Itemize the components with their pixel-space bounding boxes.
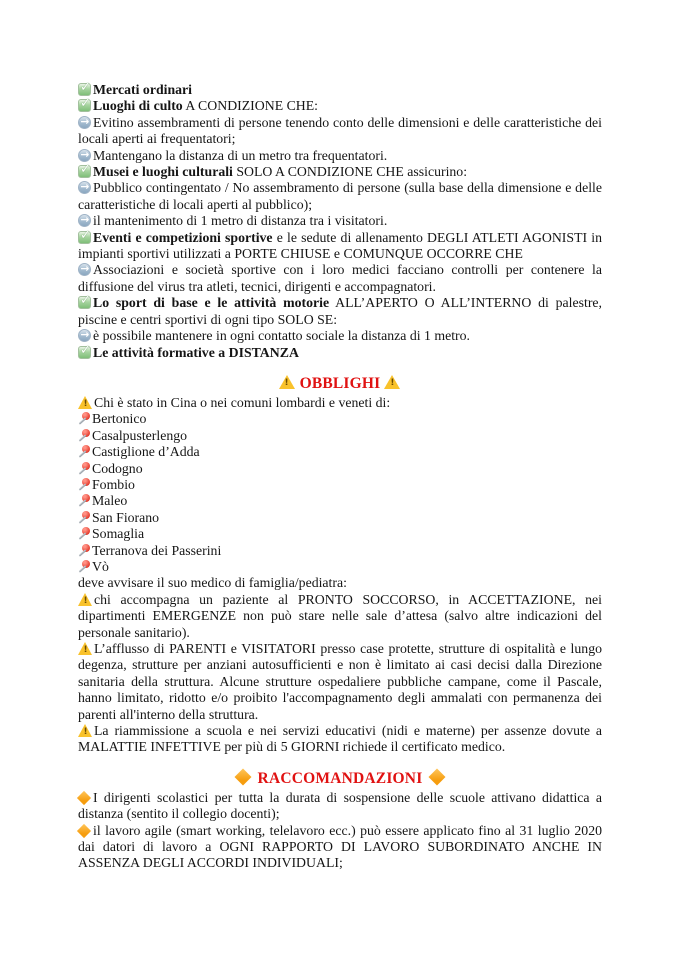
pin-icon <box>78 494 91 508</box>
item-text: I dirigenti scolastici per tutta la durata di sospensione delle scuole attivano didattica a distanza (sentito il collegio docenti); <box>78 789 602 822</box>
warning-icon <box>384 375 400 389</box>
item-bold-text: Eventi e competizioni sportive <box>93 229 273 245</box>
item-bold-text: Musei e luoghi culturali <box>93 164 233 180</box>
section-heading-obblighi <box>78 375 602 393</box>
check-icon <box>78 346 91 359</box>
arrow-icon <box>78 116 91 129</box>
list-item <box>78 411 602 427</box>
item-text: Castiglione d’Adda <box>92 444 200 460</box>
check-icon <box>78 296 91 309</box>
arrow-icon <box>78 263 91 276</box>
section-title: OBBLIGHI <box>299 374 381 392</box>
item-text: Casalpusterlengo <box>92 427 188 443</box>
pin-icon <box>78 445 91 459</box>
item-text: L’afflusso di PARENTI e VISITATORI presso case protette, strutture di ospitalità e lungo degenza, strutture per anziani autosufficienti e non è limitato ai casi decisi dalla Direzione sanitaria della struttura. Alcune strutture ospedaliere pubbliche campane, come il Pascale, hanno limitato, ridotto e/o proibito l'accompagnamento degli ammalati con permanenza dei parenti all'interno della struttura. <box>78 641 602 722</box>
diamond-icon <box>234 768 251 785</box>
section-heading-raccomandazioni <box>78 770 602 788</box>
list-item <box>78 115 602 148</box>
item-text: Chi è stato in Cina o nei comuni lombardi e veneti di: <box>94 394 391 410</box>
diamond-icon <box>77 791 91 805</box>
raccomandazioni-list <box>78 790 602 872</box>
item-text: SOLO A CONDIZIONE CHE assicurino: <box>232 164 468 180</box>
list-item <box>78 477 602 493</box>
list-item <box>78 98 602 114</box>
diamond-icon <box>77 824 91 838</box>
item-bold-text: Lo sport di base e le attività motorie <box>93 295 330 311</box>
list-item <box>78 345 602 361</box>
list-item <box>78 823 602 872</box>
pin-icon <box>78 560 91 574</box>
warning-icon <box>78 724 93 737</box>
item-bold-text: Luoghi di culto <box>93 98 183 114</box>
warning-icon <box>78 642 93 655</box>
arrow-icon <box>78 181 91 194</box>
item-text: ALL’APERTO O ALL’INTERNO di palestre, piscine e centri sportivi di ogni tipo SOLO SE: <box>78 295 603 327</box>
list-item <box>78 526 602 542</box>
pin-icon <box>78 544 91 558</box>
list-item <box>78 543 602 559</box>
list-item <box>78 592 602 641</box>
item-text: Somaglia <box>92 526 145 542</box>
item-text: La riammissione a scuola e nei servizi educativi (nidi e materne) per assenze dovute a MALATTIE INFETTIVE per più di 5 GIORNI richiede il certificato medico. <box>78 723 602 755</box>
list-item <box>78 575 602 591</box>
list-item <box>78 148 602 164</box>
diamond-icon <box>429 768 446 785</box>
list-item <box>78 230 602 263</box>
list-item <box>78 164 602 180</box>
item-text: deve avvisare il suo medico di famiglia/pediatra: <box>78 575 347 591</box>
warning-icon <box>78 593 93 606</box>
item-text: Codogno <box>92 460 143 476</box>
list-item <box>78 461 602 477</box>
list-item <box>78 641 602 723</box>
list-item <box>78 510 602 526</box>
warning-icon <box>78 396 93 409</box>
allowed-activities-list <box>78 82 602 361</box>
item-text: San Fiorano <box>92 509 160 525</box>
list-item <box>78 559 602 575</box>
pin-icon <box>78 429 91 443</box>
item-text: Bertonico <box>92 411 147 427</box>
item-text: il lavoro agile (smart working, telelavoro ecc.) può essere applicato fino al 31 luglio 2020 dai datori di lavoro a OGNI RAPPORTO DI LAVORO SUBORDINATO ANCHE IN ASSENZA DEGLI ACCORDI INDIVIDUALI; <box>78 822 602 871</box>
pin-icon <box>78 478 91 492</box>
item-bold-text: Le attività formative a DISTANZA <box>93 344 299 360</box>
pin-icon <box>78 511 91 525</box>
check-icon <box>78 99 91 112</box>
item-text: Evitino assembramenti di persone tenendo conto delle dimensioni e delle caratteristiche dei locali aperti ai frequentatori; <box>78 114 602 147</box>
list-item <box>78 444 602 460</box>
pin-icon <box>78 462 91 476</box>
list-item <box>78 395 602 411</box>
item-text: Fombio <box>92 476 135 492</box>
list-item <box>78 262 602 295</box>
item-text: Vò <box>92 558 109 574</box>
check-icon <box>78 165 91 178</box>
warning-icon <box>279 375 295 389</box>
arrow-icon <box>78 329 91 342</box>
item-text: Maleo <box>92 493 128 509</box>
list-item <box>78 328 602 344</box>
item-text: e le sedute di allenamento DEGLI ATLETI AGONISTI in impianti sportivi utilizzati a PORTE CHIUSE e COMUNQUE OCCORRE CHE <box>78 229 602 262</box>
list-item <box>78 82 602 98</box>
item-text: Pubblico contingentato / No assembramento di persone (sulla base della dimensione e delle caratteristiche di locali aperti al pubblico); <box>78 180 602 212</box>
item-text: Associazioni e società sportive con i loro medici facciano controlli per contenere la diffusione del virus tra atleti, tecnici, dirigenti e accompagnatori. <box>78 262 602 294</box>
item-text: A CONDIZIONE CHE: <box>182 98 318 114</box>
arrow-icon <box>78 149 91 162</box>
list-item <box>78 180 602 213</box>
item-text: è possibile mantenere in ogni contatto sociale la distanza di 1 metro. <box>93 328 471 344</box>
obblighi-list <box>78 395 602 756</box>
item-text: Mantengano la distanza di un metro tra frequentatori. <box>93 147 388 163</box>
list-item <box>78 790 602 823</box>
list-item <box>78 723 602 756</box>
list-item <box>78 213 602 229</box>
list-item <box>78 295 602 328</box>
pin-icon <box>78 527 91 541</box>
pin-icon <box>78 412 91 426</box>
list-item <box>78 428 602 444</box>
list-item <box>78 493 602 509</box>
item-text: chi accompagna un paziente al PRONTO SOCCORSO, in ACCETTAZIONE, nei dipartimenti EMERGENZE non può stare nelle sale d’attesa (salvo altre indicazioni del personale sanitario). <box>78 591 602 640</box>
item-bold-text: Mercati ordinari <box>93 82 192 97</box>
item-text: il mantenimento di 1 metro di distanza tra i visitatori. <box>93 213 388 229</box>
arrow-icon <box>78 214 91 227</box>
section-title: RACCOMANDAZIONI <box>257 769 423 787</box>
check-icon <box>78 83 91 96</box>
check-icon <box>78 231 91 244</box>
item-text: Terranova dei Passerini <box>92 542 222 558</box>
